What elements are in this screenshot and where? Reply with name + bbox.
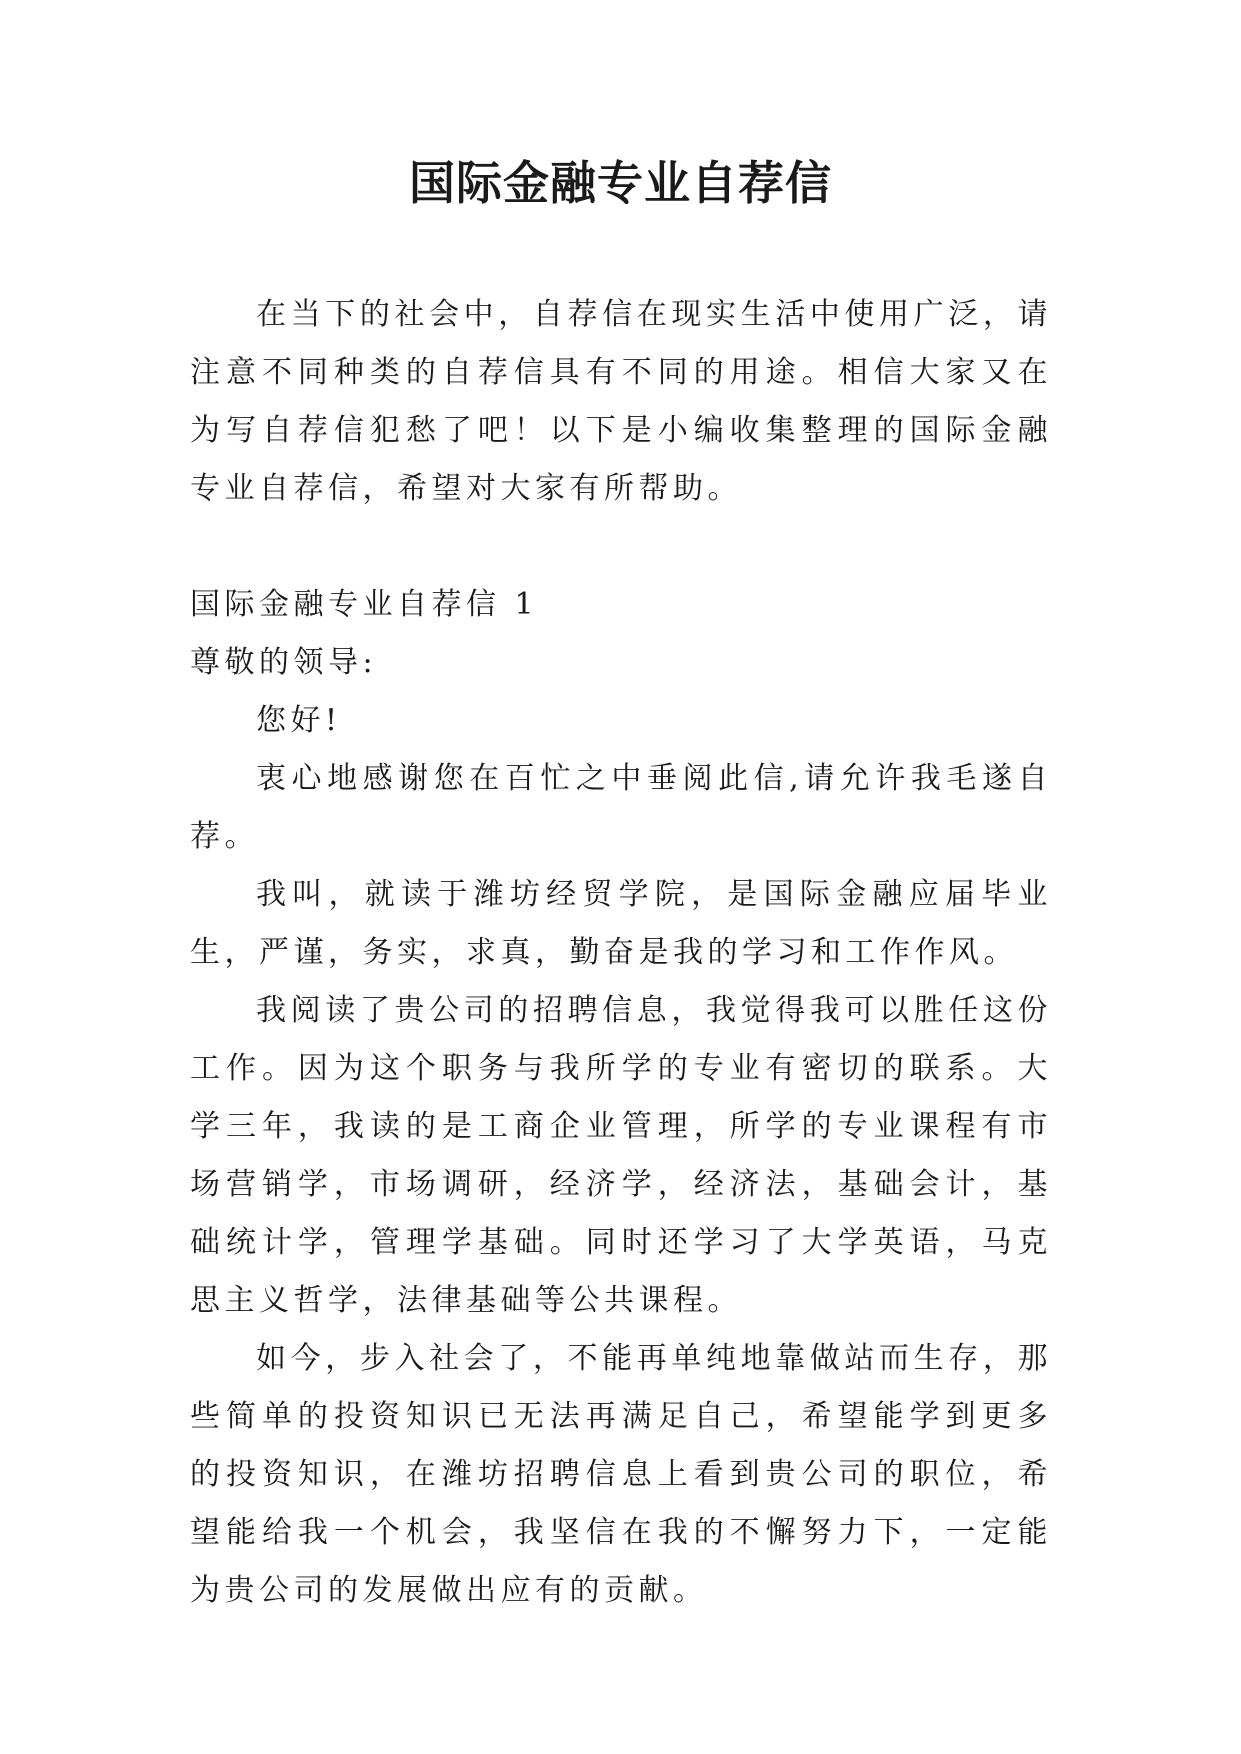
letter-heading: 国际金融专业自荐信 1: [190, 587, 539, 622]
greeting: 您好!: [256, 703, 342, 738]
body-paragraph: 衷心地感谢您在百忙之中垂阅此信,请允许我毛遂自荐。: [190, 761, 1052, 854]
document-body: [190, 286, 1052, 1620]
body-paragraph: 我阅读了贵公司的招聘信息，我觉得我可以胜任这份工作。因为这个职务与我所学的专业有密切的联系。大学三年，我读的是工商企业管理，所学的专业课程有市场营销学，市场调研，经济学，经济法，基础会计，基础统计学，管理学基础。同时还学习了大学英语，马克思主义哲学，法律基础等公共课程。: [190, 993, 1052, 1318]
salutation: 尊敬的领导:: [190, 645, 378, 680]
intro-paragraph: 在当下的社会中，自荐信在现实生活中使用广泛，请注意不同种类的自荐信具有不同的用途。相信大家又在为写自荐信犯愁了吧！以下是小编收集整理的国际金融专业自荐信，希望对大家有所帮助。: [190, 297, 1052, 506]
document-title: 国际金融专业自荐信: [409, 156, 832, 210]
body-paragraph: 如今，步入社会了，不能再单纯地靠做站而生存，那些简单的投资知识已无法再满足自己，希望能学到更多的投资知识，在潍坊招聘信息上看到贵公司的职位，希望能给我一个机会，我坚信在我的不懈努力下，一定能为贵公司的发展做出应有的贡献。: [190, 1341, 1052, 1608]
body-paragraph: 我叫，就读于潍坊经贸学院，是国际金融应届毕业生，严谨，务实，求真，勤奋是我的学习和工作作风。: [190, 877, 1052, 970]
